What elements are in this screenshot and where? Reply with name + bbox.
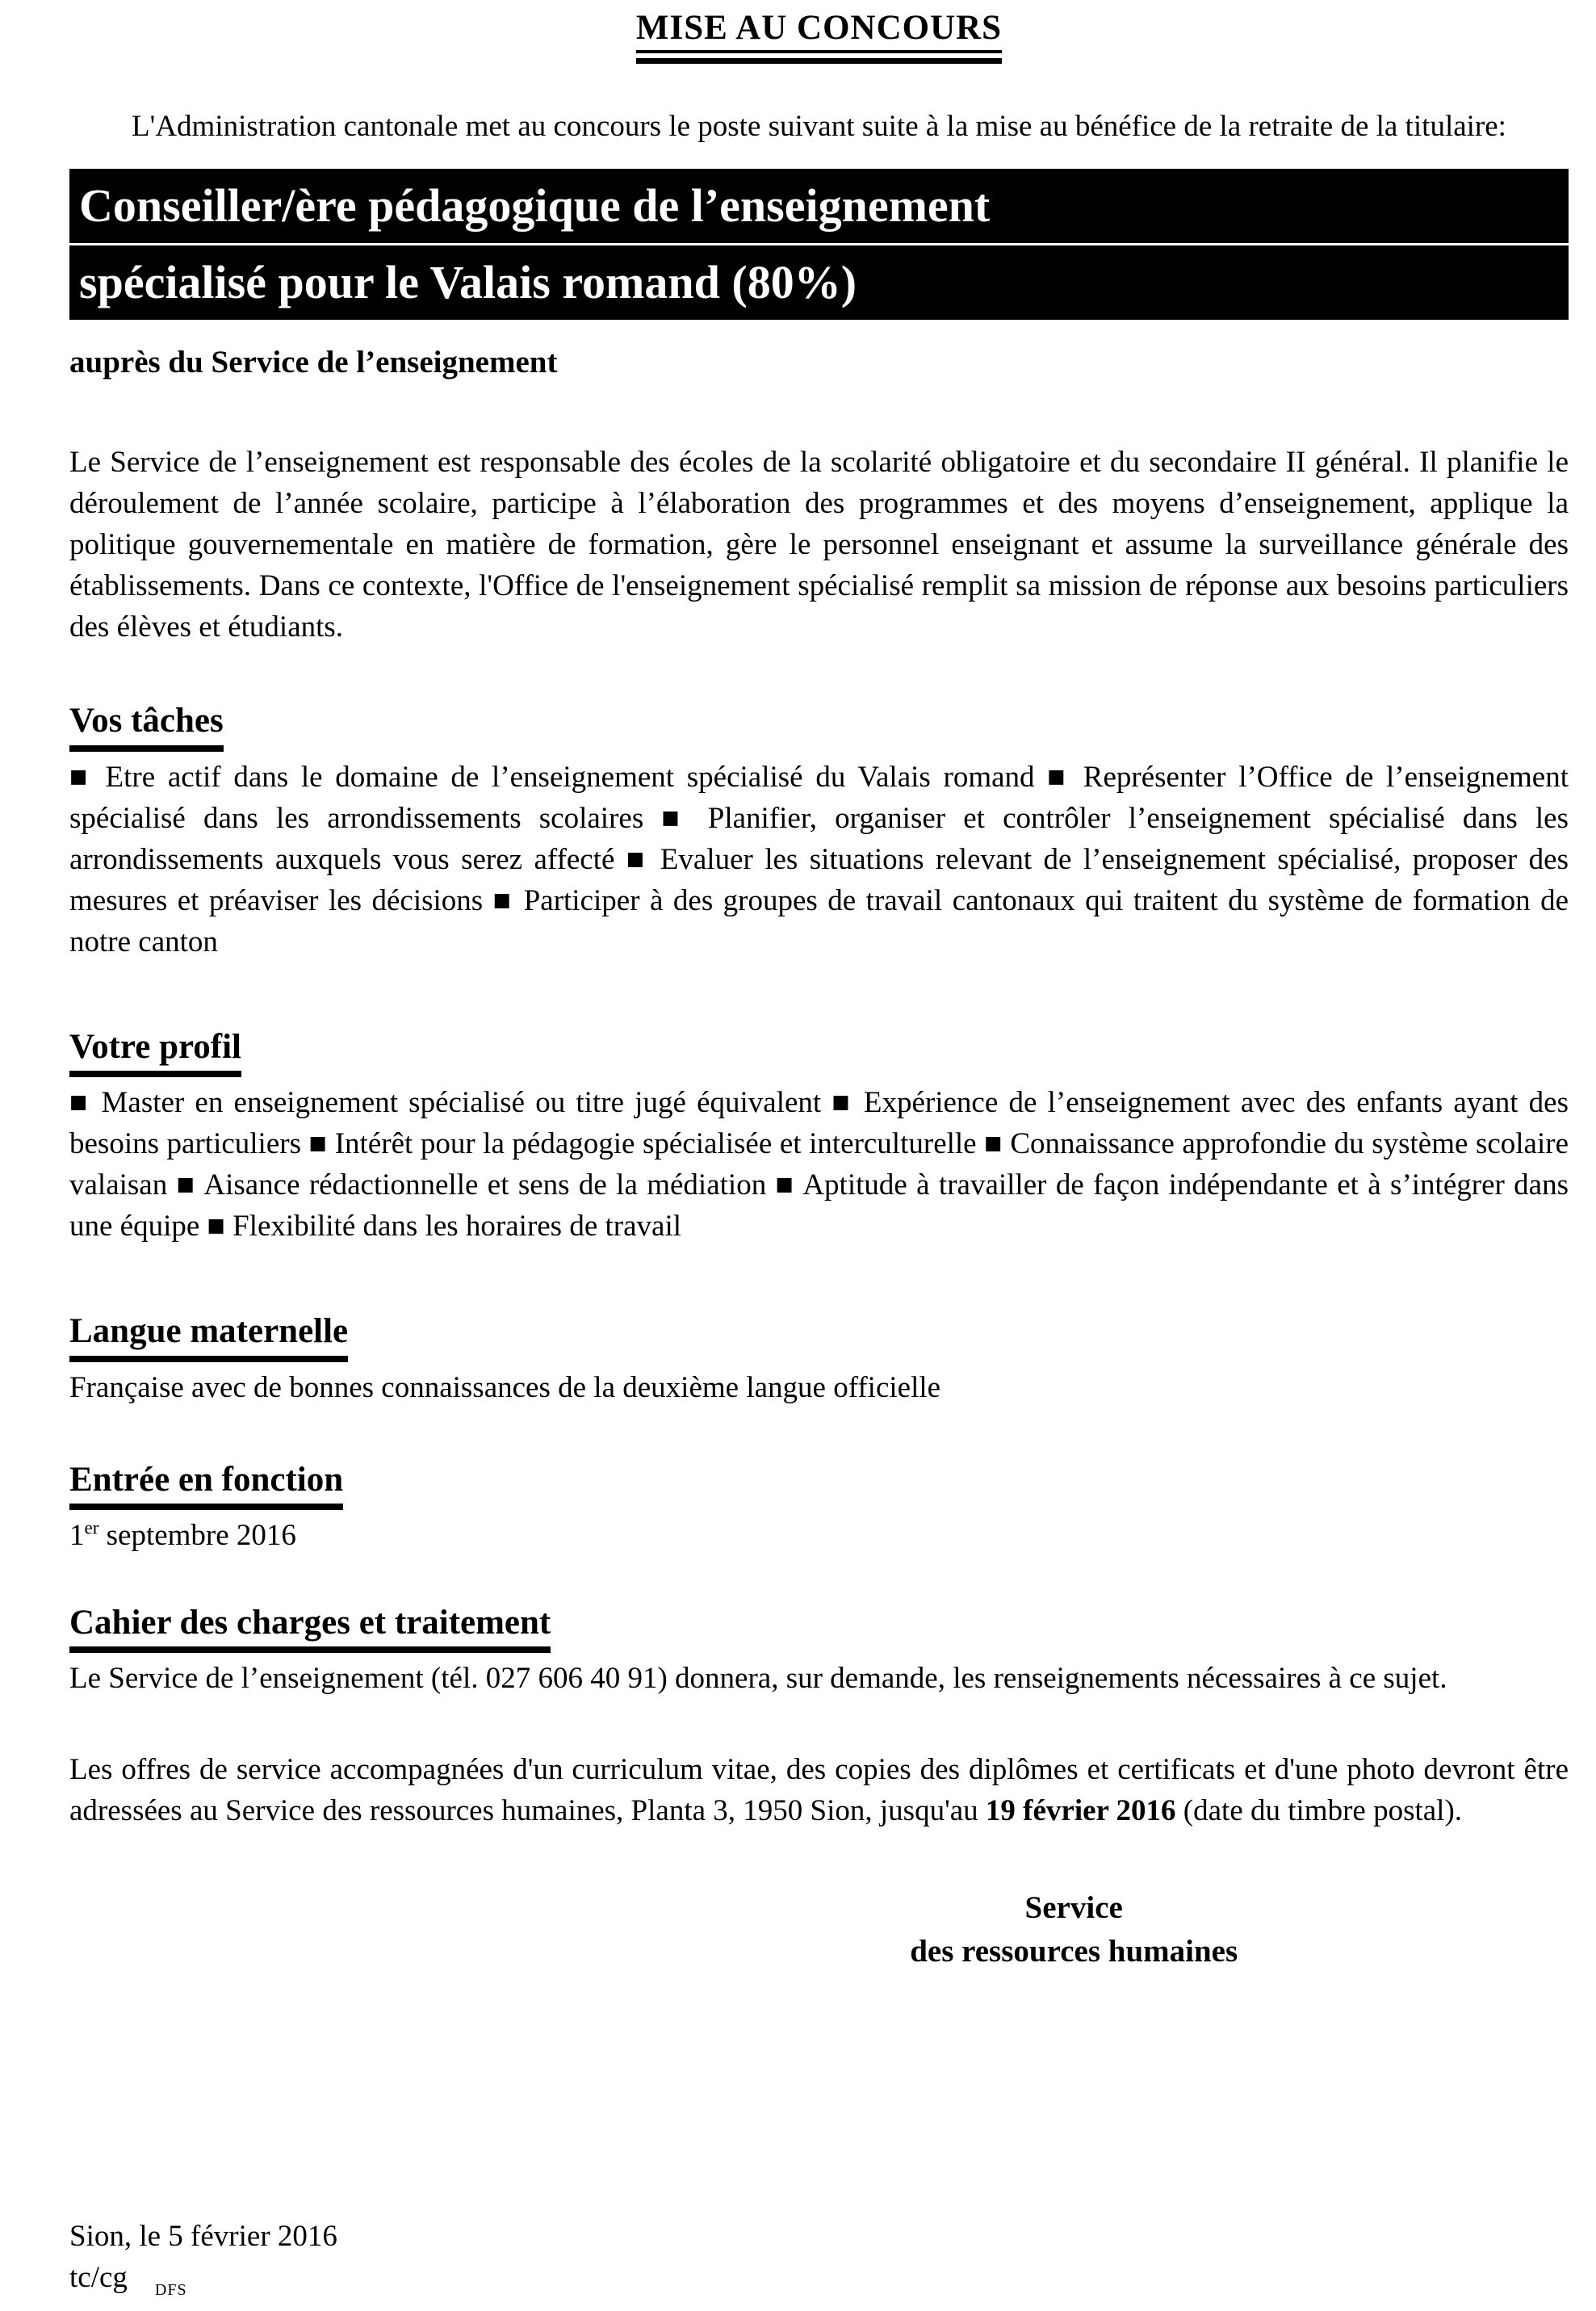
footer-block [69,2216,337,2311]
section-heading-start-date-row [69,1460,1569,1510]
signature-line-1: Service [1024,1890,1123,1926]
start-date-rest: septembre 2016 [98,1518,296,1552]
section-heading-tasks-row [69,701,1569,751]
mother-tongue-text: Française avec de bonnes connaissances de la deuxième langue officielle [69,1370,941,1404]
page-title: MISE AU CONCOURS [636,8,1002,53]
section-heading-terms-row [69,1603,1569,1653]
application-paragraph [69,1749,1569,1831]
signature-block [579,1886,1569,1973]
section-heading-language: Langue maternelle [69,1311,348,1361]
department-subtitle: auprès du Service de l’enseignement [69,345,558,380]
application-deadline: 19 février 2016 [985,1794,1176,1828]
section-heading-tasks: Vos tâches [69,701,224,751]
service-description-paragraph: Le Service de l’enseignement est responsable des écoles de la scolarité obligatoire et du secondaire II général. Il planifie le déroulement de l’année scolaire, participe à l’élaboration des programmes et des moyens d’enseignement, applique la politique gouvernementale en matière de formation, gère le personnel enseignant et assume la surveillance générale des établissements. Dans ce contexte, l'Office de l'enseignement spécialisé remplit sa mission de réponse aux besoins particuliers des élèves et étudiants. [69,446,1569,644]
title-double-underline [636,8,1002,64]
job-title-banner [69,169,1569,320]
profile-list-paragraph: ■ Master en enseignement spécialisé ou titre jugé équivalent ■ Expérience de l’enseignement avec des enfants ayant des besoins particuliers ■ Intérêt pour la pédagogie spécialisée et interculturelle ■ Connaissance approfondie du système scolaire valaisan ■ Aisance rédactionnelle et sens de la médiation ■ Aptitude à travailler de façon indépendante et à s’intégrer dans une équipe ■ Flexibilité dans les horaires de travail [69,1086,1569,1244]
start-date-text [69,1515,1569,1556]
initials-line [69,2257,337,2311]
section-heading-terms: Cahier des charges et traitement [69,1603,551,1653]
job-title-line-2: spécialisé pour le Valais romand (80%) [69,245,1569,320]
section-heading-language-row [69,1311,1569,1361]
initials: tc/cg [69,2261,128,2294]
place-date-line: Sion, le 5 février 2016 [69,2220,337,2253]
signature-line-2: des ressources humaines [910,1934,1238,1969]
section-heading-profile-row [69,1027,1569,1077]
terms-info-paragraph: Le Service de l’enseignement (tél. 027 606 40 91) donnera, sur demande, les renseignements nécessaires à ce sujet. [69,1662,1447,1696]
intro-paragraph: L'Administration cantonale met au concours le poste suivant suite à la mise au bénéfice de la retraite de la titulaire: [132,110,1506,144]
job-title-line-1: Conseiller/ère pédagogique de l’enseignement [69,169,1569,243]
section-heading-start-date: Entrée en fonction [69,1460,343,1510]
tasks-list-paragraph: ■ Etre actif dans le domaine de l’enseignement spécialisé du Valais romand ■ Représenter l’Office de l’enseignement spécialisé dans les arrondissements scolaires ■ Planifier, organiser et contrôler l’enseignement spécialisé dans les arrondissements auxquels vous serez affecté ■ Evaluer les situations relevant de l’enseignement spécialisé, proposer des mesures et préaviser les décisions ■ Participer à des groupes de travail cantonaux qui traitent du système de formation de notre canton [69,760,1569,958]
initials-suffix: DFS [154,2281,187,2299]
page-title-row [69,8,1569,64]
application-text-before: Les offres de service accompagnées d'un curriculum vitae, des copies des diplômes et certificats et d'une photo devront être adressées au Service des ressources humaines, Planta 3, 1950 Sion, jusqu'au [69,1753,1569,1828]
start-date-ordinal: er [84,1517,99,1538]
application-text-after: (date du timbre postal). [1175,1794,1463,1828]
start-date-number: 1 [69,1518,85,1552]
section-heading-profile: Votre profil [69,1027,241,1077]
